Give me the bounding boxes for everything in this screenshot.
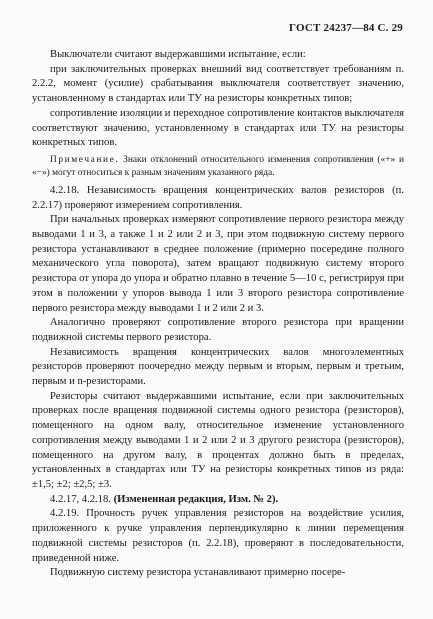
paragraph: 4.2.18. Независимость вращения концентрических валов резисторов (п. 2.2.17) проверяют измерением сопротивления.	[32, 184, 404, 211]
note-paragraph	[32, 154, 404, 180]
paragraph: Аналогично проверяют сопротивление второго резистора при вращении подвижной системы первого резистора.	[32, 317, 404, 343]
paragraph: Независимость вращения концентрических валов многоэлементных резисторов проверяют поочередно между первым и вторым, первым и третьим, первым и n-резисторами.	[32, 346, 404, 388]
edition-line	[32, 493, 404, 508]
paragraph: Резисторы считают выдержавшими испытание, если при заключительных проверках после вращения подвижной системы одного резистора (резисторов), помещенного на одном валу, относительное изменение установленного сопротивления между выводами 1 и 2 или 2 и 3 другого резистора (резисторов), помещенного на другом валу, в процентах должно быть в пределах, установленных в стандартах или ТУ на резисторы конкретных типов из ряда: ±1,5; ±2; ±2,5; ±3.	[32, 390, 404, 490]
paragraph: сопротивление изоляции и переходное сопротивление контактов выключателя соответствуют значению, установленному в стандартах или ТУ на резисторы конкретных типов.	[32, 107, 404, 149]
paragraph: Выключатели считают выдержавшими испытание, если:	[50, 49, 306, 60]
paragraph: При начальных проверках измеряют сопротивление первого резистора между выводами 1 и 3, а также 1 и 2 или 2 и 3, при этом подвижную систему первого резистора устанавливают в среднее положение (примерно посередине полного механического угла поворота), затем вращают подвижную систему второго резистора от упора до упора и обратно плавно в течение 5—10 с, регистрируя при этом в положении у упоров вывода 1 или 3 второго резистора сопротивление первого резистора между выводами 1 и 2 или 2 и 3.	[32, 214, 404, 314]
edition-note: (Измененная редакция, Изм. № 2).	[113, 493, 279, 505]
paragraph: при заключительных проверках внешний вид соответствует требованиям п. 2.2.2, момент (усилие) срабатывания выключателя соответствует значению, установленному в стандартах или ТУ на резисторы конкретных типов;	[32, 63, 404, 105]
note-label: Примечание.	[50, 154, 120, 165]
paragraph: Подвижную систему резистора устанавливают примерно посере-	[50, 567, 346, 579]
note-text: Знаки отклонений относительного изменения сопротивления («+» и «−») могут относиться к разным значениям указанного ряда.	[32, 154, 404, 178]
document-body	[32, 48, 404, 581]
paragraph: 4.2.19. Прочность ручек управления резисторов на воздействие усилия, приложенного к ручке управления перпендикулярно к линии перемещения подвижной системы резисторов (п. 2.2.18), проверяют в последовательности, приведенной ниже.	[32, 508, 404, 564]
page-header: ГОСТ 24237—84 С. 29	[289, 22, 403, 34]
section-refs: 4.2.17, 4.2.18.	[50, 493, 111, 505]
